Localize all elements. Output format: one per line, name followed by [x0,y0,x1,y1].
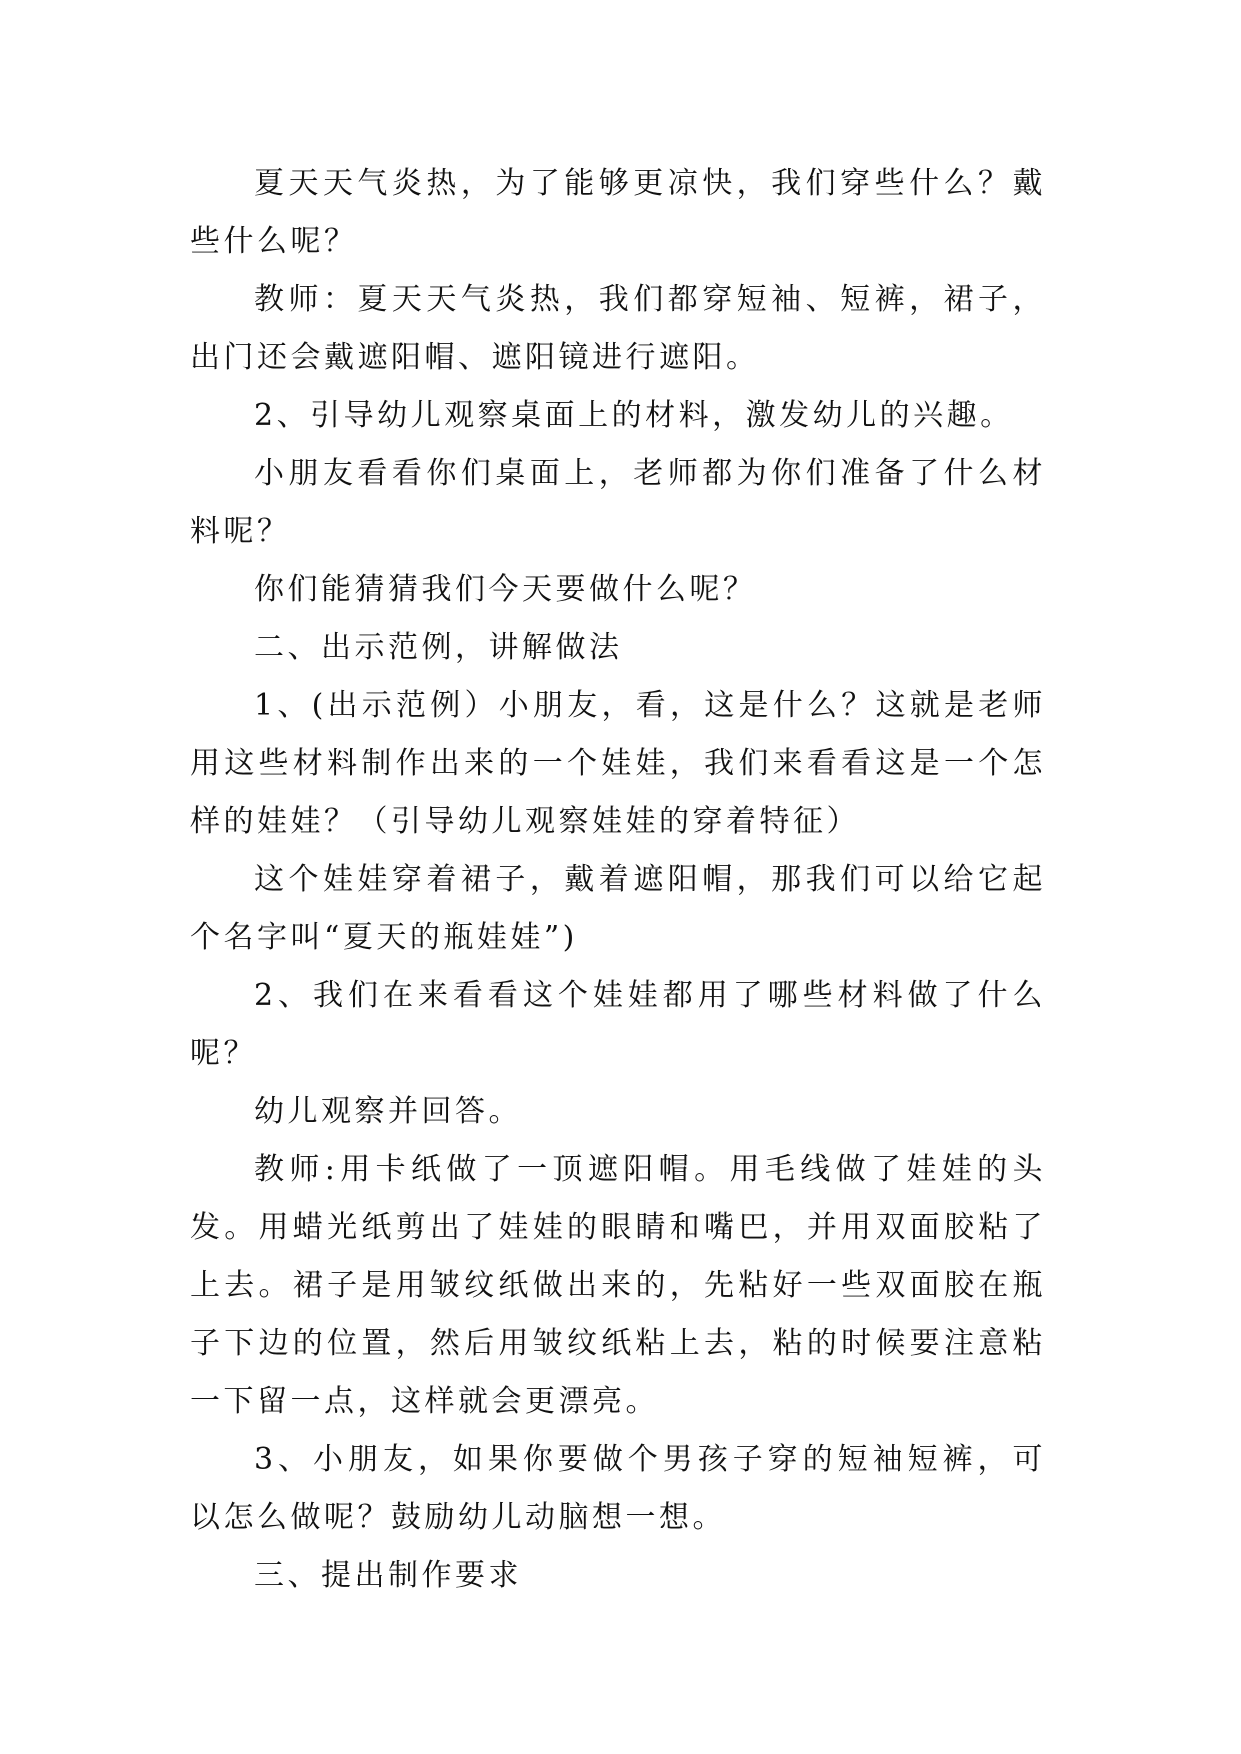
paragraph-summer-clothes-question: 夏天天气炎热，为了能够更凉快，我们穿些什么？戴些什么呢？ [190,166,1046,259]
paragraph-guess-question: 你们能猜猜我们今天要做什么呢？ [254,572,757,607]
paragraph-show-example: 1、(出示范例）小朋友，看，这是什么？这就是老师用这些材料制作出来的一个娃娃，我们来看看这是一个怎样的娃娃？（引导幼儿观察娃娃的穿着特征） [190,688,1046,839]
paragraph-teacher-explanation: 教师:用卡纸做了一顶遮阳帽。用毛线做了娃娃的头发。用蜡光纸剪出了娃娃的眼睛和嘴巴，并用双面胶粘了上去。裙子是用皱纹纸做出来的，先粘好一些双面胶在瓶子下边的位置，然后用皱纹纸粘上去，粘的时候要注意粘一下留一点，这样就会更漂亮。 [190,1152,1046,1419]
paragraph-teacher-summer: 教师：夏天天气炎热，我们都穿短袖、短裤，裙子，出门还会戴遮阳帽、遮阳镜进行遮阳。 [190,282,1046,375]
paragraph-materials-used: 2、我们在来看看这个娃娃都用了哪些材料做了什么呢？ [190,978,1046,1071]
paragraph-materials-question: 小朋友看看你们桌面上，老师都为你们准备了什么材料呢？ [190,456,1046,549]
paragraph-step-2-observe: 2、引导幼儿观察桌面上的材料，激发幼儿的兴趣。 [254,398,1014,433]
paragraph-boy-clothes: 3、小朋友，如果你要做个男孩子穿的短袖短裤，可以怎么做呢？鼓励幼儿动脑想一想。 [190,1442,1046,1535]
section-heading-3: 三、提出制作要求 [254,1558,522,1593]
paragraph-children-answer: 幼儿观察并回答。 [254,1094,522,1129]
paragraph-doll-name: 这个娃娃穿着裙子，戴着遮阳帽，那我们可以给它起个名字叫“夏天的瓶娃娃”) [190,862,1046,955]
section-heading-2: 二、出示范例，讲解做法 [254,630,623,665]
document-body [190,155,1046,1605]
